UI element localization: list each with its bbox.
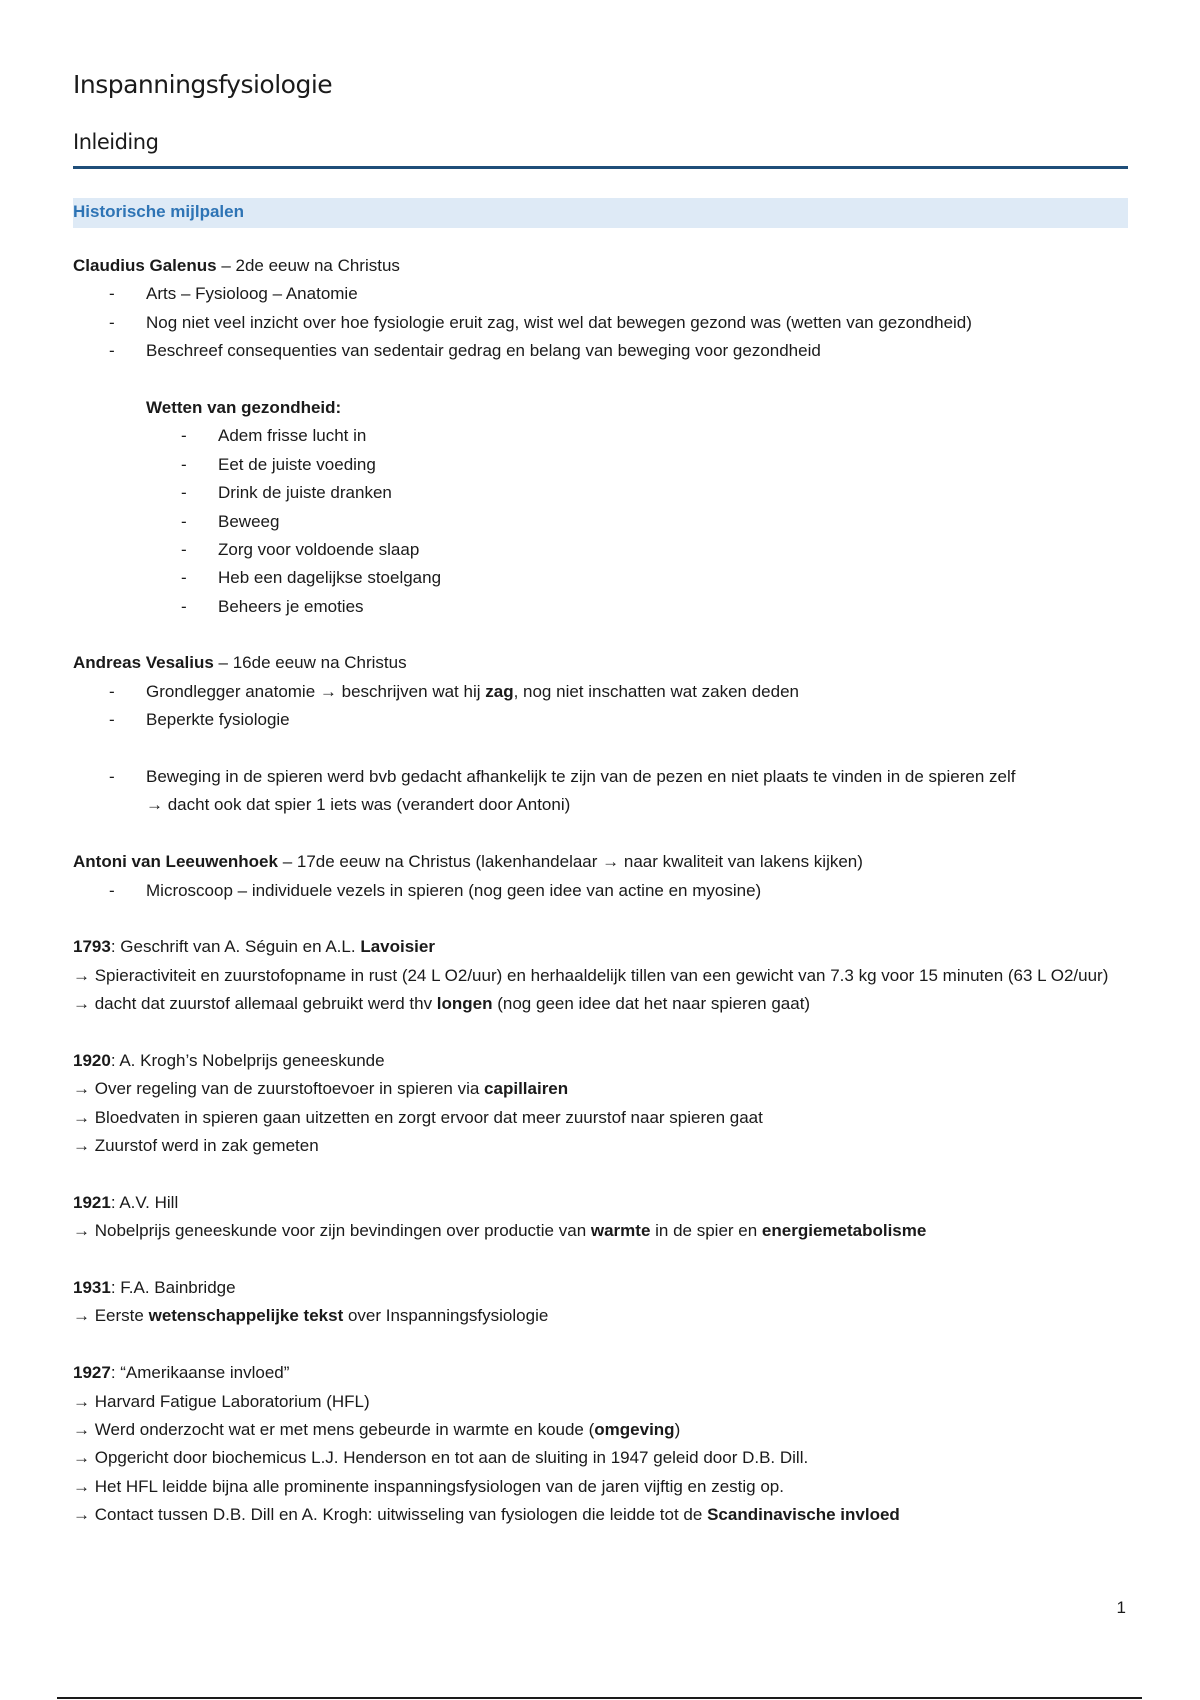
galenus-heading: Claudius Galenus – 2de eeuw na Christus (73, 256, 400, 275)
list-item: - Beweging in de spieren werd bvb gedacht afhankelijk te zijn van de pezen en niet plaats te vinden in de spieren zelf (73, 763, 1133, 791)
list-item: - Beweeg (73, 508, 1133, 536)
milestone-1920-heading: 1920: A. Krogh’s Nobelprijs geneeskunde (73, 1050, 385, 1070)
milestone-1921-heading: 1921: A.V. Hill (73, 1192, 179, 1212)
chapter-heading: Inleiding (73, 130, 159, 154)
milestone-line: → Harvard Fatigue Laboratorium (HFL) (73, 1391, 370, 1411)
milestone-line: → Nobelprijs geneeskunde voor zijn bevindingen over productie van warmte in de spier en energiemetabolisme (73, 1221, 927, 1241)
list-item: - Zorg voor voldoende slaap (73, 536, 1133, 564)
section-heading: Historische mijlpalen (73, 202, 244, 221)
milestone-line: → dacht dat zuurstof allemaal gebruikt werd thv longen (nog geen idee dat het naar spieren gaat) (73, 994, 811, 1014)
list-item: - Adem frisse lucht in (73, 422, 1133, 450)
milestone-line: → Eerste wetenschappelijke tekst over Inspanningsfysiologie (73, 1306, 549, 1326)
list-item: - Beperkte fysiologie (73, 706, 1133, 734)
milestone-1927-heading: 1927: “Amerikaanse invloed” (73, 1363, 290, 1383)
footer-divider (57, 1697, 1142, 1699)
list-item: - Heb een dagelijkse stoelgang (73, 564, 1133, 592)
list-item: - Drink de juiste dranken (73, 479, 1133, 507)
laws-heading: Wetten van gezondheid: (146, 397, 342, 417)
document-body (73, 252, 1133, 1530)
milestone-line: → Het HFL leidde bijna alle prominente inspanningsfysiologen van de jaren vijftig en zestig op. (73, 1476, 784, 1496)
list-item: - Beheers je emoties (73, 593, 1133, 621)
milestone-1793-heading: 1793: Geschrift van A. Séguin en A.L. Lavoisier (73, 937, 435, 957)
list-item-continuation: → dacht ook dat spier 1 iets was (verandert door Antoni) (146, 795, 571, 815)
list-item: - Nog niet veel inzicht over hoe fysiologie eruit zag, wist wel dat bewegen gezond was (wetten van gezondheid) (73, 309, 1133, 337)
list-item: - Beschreef consequenties van sedentair gedrag en belang van beweging voor gezondheid (73, 337, 1133, 365)
heading-divider (73, 166, 1128, 169)
list-item: - Microscoop – individuele vezels in spieren (nog geen idee van actine en myosine) (73, 877, 1133, 905)
vesalius-heading: Andreas Vesalius – 16de eeuw na Christus (73, 653, 407, 673)
leeuwenhoek-heading: Antoni van Leeuwenhoek – 17de eeuw na Christus (lakenhandelaar → naar kwaliteit van lakens kijken) (73, 852, 863, 872)
milestone-line: → Bloedvaten in spieren gaan uitzetten en zorgt ervoor dat meer zuurstof naar spieren gaat (73, 1107, 763, 1127)
page-number: 1 (1116, 1598, 1126, 1617)
list-item: - Grondlegger anatomie → beschrijven wat hij zag, nog niet inschatten wat zaken deden (73, 678, 1133, 706)
milestone-line: → Werd onderzocht wat er met mens gebeurde in warmte en koude (omgeving) (73, 1420, 681, 1440)
milestone-line: → Zuurstof werd in zak gemeten (73, 1136, 319, 1156)
list-item: - Eet de juiste voeding (73, 451, 1133, 479)
milestone-line: → Over regeling van de zuurstoftoevoer in spieren via capillairen (73, 1079, 569, 1099)
section-heading-bar (73, 198, 1128, 228)
list-item: - Arts – Fysioloog – Anatomie (73, 280, 1133, 308)
milestone-line: → Spieractiviteit en zuurstofopname in rust (24 L O2/uur) en herhaaldelijk tillen van een gewicht van 7.3 kg voor 15 minuten (63 L O2/uur) (73, 965, 1109, 985)
milestone-1931-heading: 1931: F.A. Bainbridge (73, 1278, 236, 1298)
milestone-line: → Opgericht door biochemicus L.J. Henderson en tot aan de sluiting in 1947 geleid door D.B. Dill. (73, 1448, 809, 1468)
document-title: Inspanningsfysiologie (73, 70, 333, 99)
milestone-line: → Contact tussen D.B. Dill en A. Krogh: uitwisseling van fysiologen die leidde tot de Scandinavische invloed (73, 1505, 900, 1525)
